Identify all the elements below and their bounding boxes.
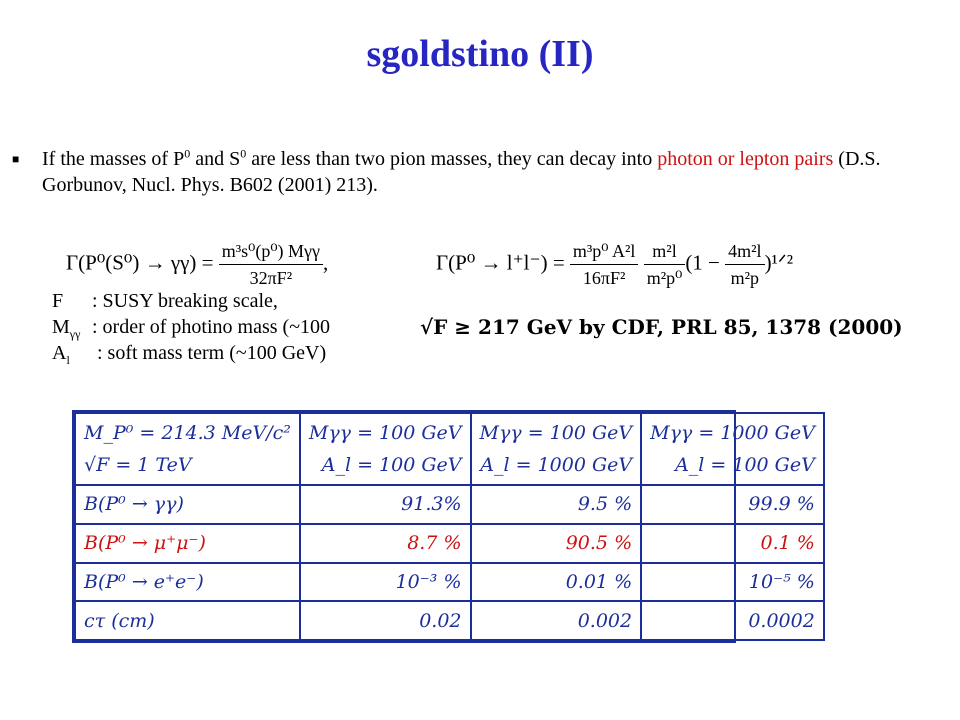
definitions-list (52, 288, 330, 366)
table-cell: 10⁻³ % (300, 563, 471, 602)
bullet-marker: ■ (12, 152, 20, 166)
table-header-row (75, 413, 824, 485)
table-cell: 8.7 % (300, 524, 471, 563)
slide-title: sgoldstino (II) (366, 33, 594, 75)
bullet-text-a: If the masses of P (42, 148, 185, 170)
bullet-paragraph (12, 146, 922, 198)
formula2-num1: m³p⁰ A²l (570, 238, 639, 265)
definition-text: : SUSY breaking scale, (92, 290, 278, 312)
definition-m-gamma-gamma (52, 314, 330, 340)
definition-symbol: $M_{\gamma\gamma}$ (52, 316, 81, 341)
definition-symbol: $A_l$ (52, 342, 70, 367)
table-row-label: B(P⁰ → e⁺e⁻) (75, 563, 300, 602)
table-header-cell: Mγγ = 100 GeV A_l = 100 GeV (300, 413, 471, 485)
formula2-fraction-3 (725, 238, 764, 291)
table-header-cell: M_P⁰ = 214.3 MeV/c² √F = 1 TeV (75, 413, 300, 485)
table-cell: 90.5 % (471, 524, 642, 563)
table-row-label: B(P⁰ → γγ) (75, 485, 300, 524)
table-row (75, 485, 824, 524)
definition-a-l (52, 340, 330, 366)
cdf-limit-box: √F ≥ 217 GeV by CDF, PRL 85, 1378 (2000) (420, 304, 918, 350)
formula1-tail: , (322, 250, 329, 275)
table-cell: 10⁻⁵ % (641, 563, 824, 602)
table-cell: 9.5 % (471, 485, 642, 524)
table-row-highlighted (75, 524, 824, 563)
formula2-num3: 4m²l (725, 238, 764, 265)
table-cell: 0.02 (300, 601, 471, 640)
table-header-cell: Mγγ = 100 GeV A_l = 1000 GeV (471, 413, 642, 485)
table-row (75, 601, 824, 640)
table-cell: 0.1 % (641, 524, 824, 563)
definition-f (52, 288, 330, 314)
formula2-num2: m²l (644, 238, 686, 265)
formula-lepton-pair (436, 238, 793, 291)
table-cell: 99.9 % (641, 485, 824, 524)
branching-ratio-table (72, 410, 815, 643)
formula2-fraction-2 (644, 238, 686, 291)
formula1-den: 32πF² (249, 268, 293, 288)
formula1-lhs: Γ(P⁰(S⁰) → γγ) = (66, 250, 214, 275)
formula2-tail: )¹ᐟ² (764, 250, 794, 275)
bullet-text-d: (D.S. Gorbunov, Nucl. Phys. B602 (2001) 213). (42, 148, 881, 196)
table-cell: 0.0002 (641, 601, 824, 640)
table-cell: 0.002 (471, 601, 642, 640)
bullet-sup-b: 0 (240, 146, 247, 161)
definition-text: : order of photino mass (~100 (92, 316, 331, 338)
bullet-red-text: photon or lepton pairs (657, 148, 834, 170)
table-cell: 0.01 % (471, 563, 642, 602)
table-row-label: cτ (cm) (75, 601, 300, 640)
formula2-lhs: Γ(P⁰ → l⁺l⁻) = (436, 250, 565, 275)
bullet-sup-a: 0 (184, 146, 191, 161)
formula2-fraction-1 (570, 238, 639, 291)
formula2-mid: (1 − (685, 250, 720, 275)
bullet-text-c: are less than two pion masses, they can decay into (246, 148, 658, 170)
table-header-cell: Mγγ = 1000 GeV A_l = 100 GeV (641, 413, 824, 485)
formula2-den3: m²p (730, 268, 760, 288)
bullet-text-b: and S (190, 148, 241, 170)
formula2-den1: 16πF² (582, 268, 626, 288)
definition-text: : soft mass term (~100 GeV) (92, 342, 327, 364)
table-cell: 91.3% (300, 485, 471, 524)
table-row (75, 563, 824, 602)
table-row-label: B(P⁰ → μ⁺μ⁻) (75, 524, 300, 563)
definition-symbol: F (52, 290, 64, 312)
formula1-num: m³s⁰(p⁰) Mγγ (219, 238, 323, 265)
formula-gamma-gamma (66, 238, 328, 291)
formula1-fraction (219, 238, 323, 291)
formula2-den2: m²p⁰ (646, 268, 683, 288)
